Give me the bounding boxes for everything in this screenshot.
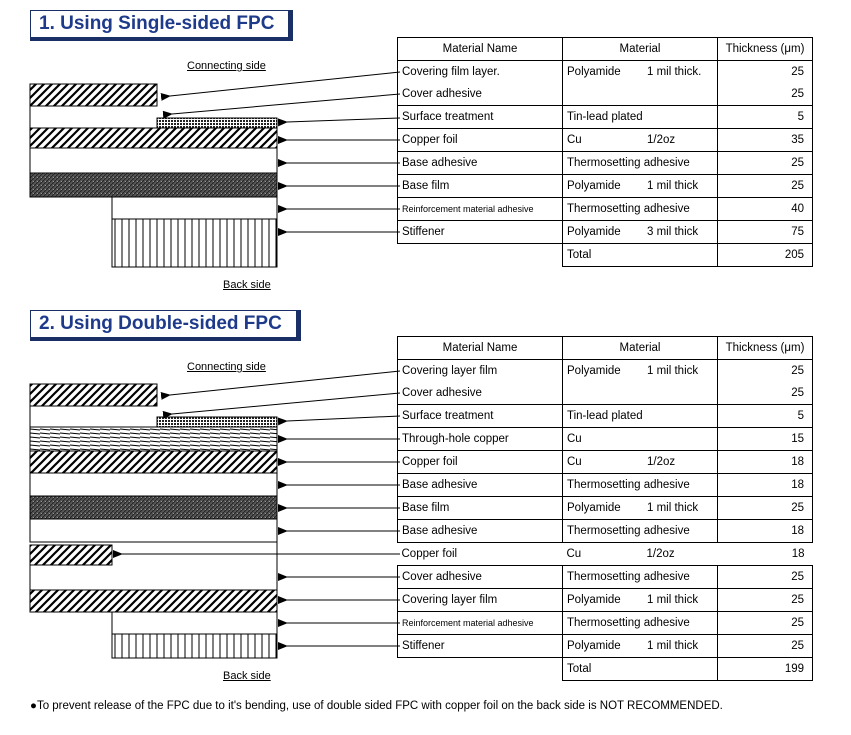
table-row (398, 152, 813, 175)
table-row (398, 106, 813, 129)
row-thickness: 18 (718, 451, 813, 474)
row-spec: 1/2oz (647, 134, 676, 146)
table-row (398, 566, 813, 589)
section2-back-label: Back side (223, 670, 271, 682)
table-row (398, 543, 813, 566)
row-thickness: 75 (718, 221, 813, 244)
total-value: 205 (718, 244, 813, 267)
section1-title: 1. Using Single-sided FPC (30, 10, 293, 41)
row-thickness: 25 (718, 175, 813, 198)
row-material: Cu (567, 134, 582, 146)
row-spec: 1 mil thick (647, 594, 699, 606)
table-row (398, 428, 813, 451)
row-material: Thermosetting adhesive (567, 203, 690, 215)
row-spec: 1/2oz (646, 548, 675, 560)
row-name: Through-hole copper (398, 428, 563, 451)
row-material: Thermosetting adhesive (567, 525, 690, 537)
row-name: Surface treatment (398, 405, 563, 428)
section1-connecting-label: Connecting side (187, 60, 266, 72)
section2-material-table (397, 336, 813, 681)
row-name: Copper foil (398, 543, 563, 566)
table-row (398, 360, 813, 383)
row-spec: 1 mil thick (647, 502, 699, 514)
row-material: Polyamide (567, 66, 621, 78)
table-row (398, 382, 813, 405)
section2-diagram (30, 371, 400, 658)
table-row (398, 520, 813, 543)
table-row (398, 612, 813, 635)
table-row (398, 61, 813, 84)
section1-diagram (30, 72, 400, 267)
row-spec: 1/2oz (647, 456, 676, 468)
row-material: Polyamide (567, 180, 621, 192)
row-thickness: 25 (718, 566, 813, 589)
row-name: Covering film layer. (398, 61, 563, 84)
row-material: Thermosetting adhesive (567, 479, 690, 491)
row-thickness: 15 (718, 428, 813, 451)
header-thickness: Thickness (μm) (718, 337, 813, 360)
row-material: Cu (567, 433, 582, 445)
row-thickness: 18 (718, 543, 813, 566)
table-row (398, 175, 813, 198)
header-material: Material (563, 38, 718, 61)
row-thickness: 5 (718, 405, 813, 428)
footnote: ●To prevent release of the FPC due to it's bending, use of double sided FPC with copper foil on the back side is NOT RECOMMENDED. (30, 700, 723, 712)
row-material: Thermosetting adhesive (567, 617, 690, 629)
row-thickness: 25 (718, 589, 813, 612)
header-thickness: Thickness (μm) (718, 38, 813, 61)
total-row (398, 244, 813, 267)
row-thickness: 40 (718, 198, 813, 221)
row-name: Surface treatment (398, 106, 563, 129)
row-name: Copper foil (398, 129, 563, 152)
row-material: Cu (566, 548, 582, 560)
table-row (398, 635, 813, 658)
row-material: Polyamide (567, 502, 621, 514)
section2-connecting-label: Connecting side (187, 361, 266, 373)
row-material: Polyamide (567, 594, 621, 606)
row-thickness: 25 (718, 152, 813, 175)
row-name: Stiffener (398, 635, 563, 658)
row-name: Covering layer film (398, 589, 563, 612)
row-thickness: 18 (718, 520, 813, 543)
row-material: Polyamide (567, 226, 621, 238)
row-name: Base adhesive (398, 152, 563, 175)
row-name: Reinforcement material adhesive (398, 612, 563, 635)
table-row (398, 198, 813, 221)
table-header-row (398, 337, 813, 360)
table-header-row (398, 38, 813, 61)
row-name: Base film (398, 497, 563, 520)
row-thickness: 25 (718, 497, 813, 520)
row-material: Polyamide (567, 640, 621, 652)
row-thickness: 25 (718, 635, 813, 658)
row-name: Base adhesive (398, 520, 563, 543)
total-row (398, 658, 813, 681)
row-spec: 3 mil thick (647, 226, 699, 238)
row-thickness: 25 (718, 83, 813, 106)
row-name: Cover adhesive (398, 382, 563, 405)
row-thickness: 35 (718, 129, 813, 152)
row-name: Base adhesive (398, 474, 563, 497)
row-material: Polyamide (567, 365, 621, 377)
row-material: Tin-lead plated (567, 410, 643, 422)
row-thickness: 25 (718, 360, 813, 383)
table-row (398, 474, 813, 497)
section2-title: 2. Using Double-sided FPC (30, 310, 301, 341)
total-label: Total (563, 244, 718, 267)
row-thickness: 25 (718, 382, 813, 405)
table-row (398, 497, 813, 520)
section1-back-label: Back side (223, 279, 271, 291)
row-spec: 1 mil thick (647, 365, 699, 377)
section1-material-table (397, 37, 813, 267)
row-material: Thermosetting adhesive (567, 157, 690, 169)
row-spec: 1 mil thick. (647, 66, 702, 78)
header-material-name: Material Name (398, 337, 563, 360)
table-row (398, 221, 813, 244)
row-name: Base film (398, 175, 563, 198)
row-spec: 1 mil thick (647, 180, 699, 192)
row-name: Reinforcement material adhesive (398, 198, 563, 221)
total-value: 199 (718, 658, 813, 681)
row-name: Stiffener (398, 221, 563, 244)
header-material: Material (563, 337, 718, 360)
row-thickness: 5 (718, 106, 813, 129)
row-thickness: 25 (718, 61, 813, 84)
table-row (398, 83, 813, 106)
table-row (398, 451, 813, 474)
row-material: Cu (567, 456, 582, 468)
row-name: Cover adhesive (398, 83, 563, 106)
table-row (398, 129, 813, 152)
header-material-name: Material Name (398, 38, 563, 61)
row-material: Tin-lead plated (567, 111, 643, 123)
row-spec: 1 mil thick (647, 640, 699, 652)
total-label: Total (563, 658, 718, 681)
table-row (398, 589, 813, 612)
row-name: Cover adhesive (398, 566, 563, 589)
row-name: Covering layer film (398, 360, 563, 383)
row-name: Copper foil (398, 451, 563, 474)
row-thickness: 25 (718, 612, 813, 635)
table-row (398, 405, 813, 428)
row-thickness: 18 (718, 474, 813, 497)
row-material: Thermosetting adhesive (567, 571, 690, 583)
